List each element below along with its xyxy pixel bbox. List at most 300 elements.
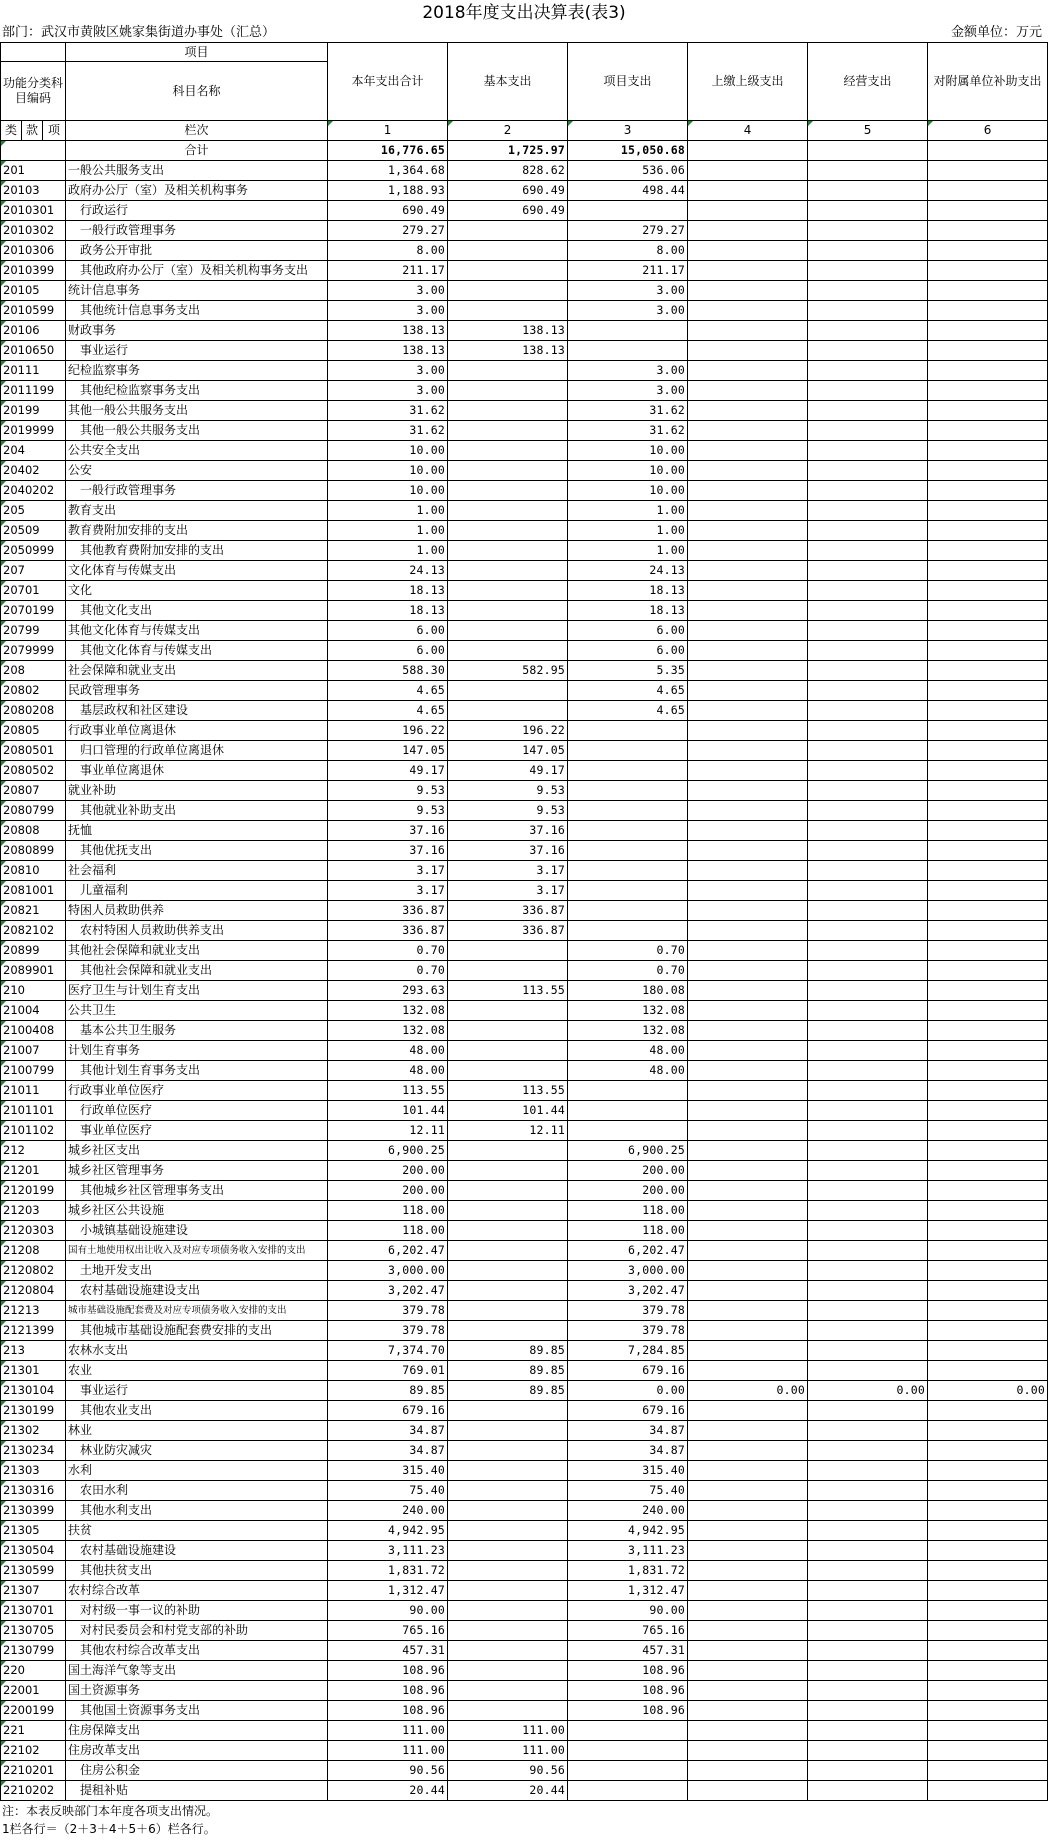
amount-cell-col-5: [808, 1281, 928, 1301]
amount-cell-col-2: [448, 461, 568, 481]
table-row: [1, 1041, 1048, 1061]
subject-name-cell: 基本公共卫生服务: [66, 1021, 328, 1041]
amount-cell-col-5: [808, 1081, 928, 1101]
amount-cell-col-5: [808, 561, 928, 581]
amount-cell-col-1: 196.22: [328, 721, 448, 741]
table-row: [1, 481, 1048, 501]
table-row: [1, 401, 1048, 421]
amount-cell-col-2: [448, 1581, 568, 1601]
subject-code-cell: 22001: [1, 1681, 66, 1701]
subject-name-cell: 事业单位离退休: [66, 761, 328, 781]
amount-cell-col-4: [688, 1281, 808, 1301]
amount-cell-col-5: [808, 261, 928, 281]
amount-cell-col-1: 90.00: [328, 1601, 448, 1621]
amount-cell-col-3: 1.00: [568, 501, 688, 521]
amount-cell-col-4: [688, 841, 808, 861]
amount-cell-col-3: [568, 741, 688, 761]
subject-code-cell: 2080899: [1, 841, 66, 861]
amount-cell-col-2: [448, 1021, 568, 1041]
subject-name-cell: 其他统计信息事务支出: [66, 301, 328, 321]
amount-cell-col-5: [808, 781, 928, 801]
amount-cell-col-5: [808, 361, 928, 381]
amount-cell-col-6: [928, 261, 1048, 281]
amount-cell-col-2: 113.55: [448, 981, 568, 1001]
report-title: 2018年度支出决算表(表3): [422, 3, 626, 23]
subject-code-cell: 2130701: [1, 1601, 66, 1621]
subject-name-cell: 一般公共服务支出: [66, 161, 328, 181]
subject-code-cell: 21208: [1, 1241, 66, 1261]
table-row: [1, 1141, 1048, 1161]
amount-cell-col-1: 9.53: [328, 801, 448, 821]
amount-cell-col-1: 48.00: [328, 1041, 448, 1061]
amount-cell-col-1: 4.65: [328, 701, 448, 721]
subject-code-cell: 21004: [1, 1001, 66, 1021]
table-row: [1, 1261, 1048, 1281]
amount-cell-col-4: [688, 1201, 808, 1221]
amount-cell-col-3: [568, 201, 688, 221]
amount-cell-col-1: 113.55: [328, 1081, 448, 1101]
amount-cell-col-4: [688, 421, 808, 441]
amount-cell-col-6: [928, 501, 1048, 521]
amount-cell-col-6: [928, 701, 1048, 721]
amount-cell-col-5: [808, 941, 928, 961]
amount-cell-col-1: 3.00: [328, 301, 448, 321]
amount-cell-col-4: [688, 1241, 808, 1261]
amount-cell-col-1: 37.16: [328, 841, 448, 861]
table-row: [1, 241, 1048, 261]
subject-name-cell: 文化: [66, 581, 328, 601]
amount-cell-col-2: [448, 361, 568, 381]
amount-cell-col-5: [808, 1461, 928, 1481]
amount-cell-col-5: [808, 1161, 928, 1181]
amount-cell-col-6: [928, 801, 1048, 821]
amount-cell-col-6: [928, 1781, 1048, 1801]
amount-cell-col-6: [928, 401, 1048, 421]
subject-name-cell: 行政事业单位医疗: [66, 1081, 328, 1101]
amount-cell-col-6: [928, 1481, 1048, 1501]
amount-cell-col-4: [688, 241, 808, 261]
table-row: [1, 1061, 1048, 1081]
subject-code-cell: 20111: [1, 361, 66, 381]
table-row: [1, 1721, 1048, 1741]
amount-cell-col-2: 37.16: [448, 841, 568, 861]
table-row: [1, 261, 1048, 281]
amount-cell-col-6: [928, 1181, 1048, 1201]
subject-name-cell: 对村民委员会和村党支部的补助: [66, 1621, 328, 1641]
table-row: [1, 1081, 1048, 1101]
amount-cell-col-6: [928, 1341, 1048, 1361]
table-row: [1, 1341, 1048, 1361]
amount-cell-col-2: [448, 1481, 568, 1501]
table-row: [1, 941, 1048, 961]
amount-cell-col-5: 0.00: [808, 1381, 928, 1401]
amount-cell-col-3: 118.00: [568, 1221, 688, 1241]
amount-cell-col-2: [448, 941, 568, 961]
amount-cell-col-4: [688, 201, 808, 221]
subject-code-cell: 20105: [1, 281, 66, 301]
subject-code-cell: 20810: [1, 861, 66, 881]
amount-cell-col-2: [448, 1561, 568, 1581]
amount-cell-col-5: [808, 841, 928, 861]
amount-cell-col-5: [808, 1001, 928, 1021]
total-row: [1, 141, 1048, 161]
subject-code-cell: 2130316: [1, 1481, 66, 1501]
table-row: [1, 1021, 1048, 1041]
subject-name-cell: 财政事务: [66, 321, 328, 341]
table-row: [1, 341, 1048, 361]
amount-cell-col-2: [448, 1161, 568, 1181]
amount-cell-col-6: [928, 1281, 1048, 1301]
amount-cell-col-2: [448, 581, 568, 601]
amount-cell-col-3: 5.35: [568, 661, 688, 681]
amount-cell-col-4: [688, 321, 808, 341]
subject-name-cell: 水利: [66, 1461, 328, 1481]
subject-name-cell: 土地开发支出: [66, 1261, 328, 1281]
amount-cell-col-5: [808, 641, 928, 661]
amount-cell-col-2: 828.62: [448, 161, 568, 181]
amount-cell-col-6: [928, 1501, 1048, 1521]
subject-name-cell: 其他社会保障和就业支出: [66, 941, 328, 961]
amount-cell-col-4: [688, 1021, 808, 1041]
amount-cell-col-5: [808, 501, 928, 521]
amount-cell-col-5: [808, 1601, 928, 1621]
amount-cell-col-5: [808, 161, 928, 181]
subject-code-cell: 2130504: [1, 1541, 66, 1561]
amount-cell-col-4: [688, 1661, 808, 1681]
amount-cell-col-5: [808, 1181, 928, 1201]
subject-name-cell: 农业: [66, 1361, 328, 1381]
amount-cell-col-3: 118.00: [568, 1201, 688, 1221]
subject-name-cell: 农村基础设施建设: [66, 1541, 328, 1561]
subject-name-cell: 其他社会保障和就业支出: [66, 961, 328, 981]
amount-cell-col-4: [688, 861, 808, 881]
total-col-6: [928, 141, 1048, 161]
subject-code-cell: 2130705: [1, 1621, 66, 1641]
amount-cell-col-6: [928, 1241, 1048, 1261]
amount-cell-col-2: [448, 1541, 568, 1561]
subject-name-cell: 其他国土资源事务支出: [66, 1701, 328, 1721]
amount-cell-col-6: [928, 741, 1048, 761]
amount-cell-col-4: [688, 381, 808, 401]
amount-cell-col-2: [448, 541, 568, 561]
amount-cell-col-3: 34.87: [568, 1441, 688, 1461]
total-col-4: [688, 141, 808, 161]
amount-cell-col-1: 1,312.47: [328, 1581, 448, 1601]
amount-cell-col-6: [928, 1561, 1048, 1581]
amount-cell-col-2: 196.22: [448, 721, 568, 741]
amount-cell-col-4: [688, 401, 808, 421]
subject-code-cell: 2080208: [1, 701, 66, 721]
amount-cell-col-3: [568, 721, 688, 741]
amount-cell-col-5: [808, 481, 928, 501]
amount-cell-col-5: [808, 1501, 928, 1521]
amount-cell-col-2: [448, 1261, 568, 1281]
amount-cell-col-3: 379.78: [568, 1301, 688, 1321]
subject-name-cell: 公共卫生: [66, 1001, 328, 1021]
amount-cell-col-6: [928, 681, 1048, 701]
amount-cell-col-3: [568, 841, 688, 861]
amount-cell-col-4: [688, 801, 808, 821]
amount-cell-col-3: 108.96: [568, 1661, 688, 1681]
amount-cell-col-6: [928, 1461, 1048, 1481]
amount-cell-col-4: [688, 1761, 808, 1781]
amount-cell-col-4: [688, 1181, 808, 1201]
amount-cell-col-5: [808, 1741, 928, 1761]
amount-cell-col-2: [448, 1301, 568, 1321]
table-row: [1, 1641, 1048, 1661]
amount-cell-col-3: [568, 781, 688, 801]
amount-cell-col-1: 293.63: [328, 981, 448, 1001]
subject-name-cell: 提租补贴: [66, 1781, 328, 1801]
table-row: [1, 181, 1048, 201]
amount-cell-col-1: 1,364.68: [328, 161, 448, 181]
subject-name-cell: 其他扶贫支出: [66, 1561, 328, 1581]
amount-cell-col-4: [688, 901, 808, 921]
amount-cell-col-2: 49.17: [448, 761, 568, 781]
table-row: [1, 1501, 1048, 1521]
table-row: [1, 461, 1048, 481]
amount-cell-col-1: 111.00: [328, 1721, 448, 1741]
table-row: [1, 1001, 1048, 1021]
subject-code-cell: 208: [1, 661, 66, 681]
amount-cell-col-4: [688, 441, 808, 461]
amount-cell-col-1: 3.00: [328, 281, 448, 301]
amount-cell-col-1: 690.49: [328, 201, 448, 221]
amount-cell-col-4: [688, 261, 808, 281]
amount-cell-col-1: 211.17: [328, 261, 448, 281]
amount-cell-col-6: [928, 821, 1048, 841]
table-row: [1, 1421, 1048, 1441]
amount-cell-col-5: [808, 1021, 928, 1041]
amount-cell-col-5: [808, 1301, 928, 1321]
amount-cell-col-6: [928, 641, 1048, 661]
table-row: [1, 1401, 1048, 1421]
subject-code-cell: 2010301: [1, 201, 66, 221]
table-row: [1, 1461, 1048, 1481]
amount-cell-col-1: 279.27: [328, 221, 448, 241]
amount-cell-col-4: [688, 1541, 808, 1561]
amount-cell-col-5: [808, 801, 928, 821]
amount-cell-col-3: 24.13: [568, 561, 688, 581]
amount-cell-col-1: 75.40: [328, 1481, 448, 1501]
amount-cell-col-5: [808, 1721, 928, 1741]
amount-cell-col-4: [688, 661, 808, 681]
amount-cell-col-3: 6.00: [568, 641, 688, 661]
subject-name-cell: 城乡社区公共设施: [66, 1201, 328, 1221]
subject-name-cell: 其他一般公共服务支出: [66, 421, 328, 441]
amount-cell-col-6: [928, 161, 1048, 181]
amount-cell-col-3: 6.00: [568, 621, 688, 641]
col-num-2: 2: [448, 121, 568, 141]
amount-cell-col-1: 108.96: [328, 1681, 448, 1701]
subject-name-cell: 其他文化体育与传媒支出: [66, 641, 328, 661]
amount-cell-col-4: [688, 741, 808, 761]
subject-code-cell: 20199: [1, 401, 66, 421]
amount-cell-col-1: 6.00: [328, 641, 448, 661]
subject-name-cell: 一般行政管理事务: [66, 221, 328, 241]
amount-cell-col-5: [808, 1401, 928, 1421]
table-row: [1, 381, 1048, 401]
subject-code-cell: 2100408: [1, 1021, 66, 1041]
subject-name-cell: 农村综合改革: [66, 1581, 328, 1601]
amount-cell-col-6: [928, 1581, 1048, 1601]
subject-code-cell: 213: [1, 1341, 66, 1361]
amount-cell-col-4: [688, 701, 808, 721]
amount-cell-col-6: [928, 341, 1048, 361]
amount-cell-col-3: 8.00: [568, 241, 688, 261]
subject-name-cell: 教育费附加安排的支出: [66, 521, 328, 541]
subject-code-cell: 2130199: [1, 1401, 66, 1421]
amount-cell-col-5: [808, 1121, 928, 1141]
table-row: [1, 201, 1048, 221]
amount-cell-col-1: 200.00: [328, 1181, 448, 1201]
amount-cell-col-5: [808, 1201, 928, 1221]
amount-cell-col-5: [808, 301, 928, 321]
subject-code-cell: 20805: [1, 721, 66, 741]
amount-cell-col-1: 6,202.47: [328, 1241, 448, 1261]
amount-cell-col-1: 7,374.70: [328, 1341, 448, 1361]
subject-name-cell: 农村特困人员救助供养支出: [66, 921, 328, 941]
amount-cell-col-1: 118.00: [328, 1201, 448, 1221]
amount-cell-col-4: [688, 541, 808, 561]
subject-code-cell: 2050999: [1, 541, 66, 561]
subject-code-cell: 2210201: [1, 1761, 66, 1781]
amount-cell-col-5: [808, 1581, 928, 1601]
subject-code-cell: 2100799: [1, 1061, 66, 1081]
amount-cell-col-1: 1.00: [328, 541, 448, 561]
table-row: [1, 1561, 1048, 1581]
amount-cell-col-2: [448, 1221, 568, 1241]
amount-cell-col-4: [688, 761, 808, 781]
amount-cell-col-6: [928, 841, 1048, 861]
subject-name-cell: 其他计划生育事务支出: [66, 1061, 328, 1081]
amount-cell-col-6: [928, 1441, 1048, 1461]
amount-cell-col-3: 7,284.85: [568, 1341, 688, 1361]
amount-cell-col-4: [688, 1581, 808, 1601]
subject-name-cell: 抚恤: [66, 821, 328, 841]
subject-code-cell: 2101102: [1, 1121, 66, 1141]
amount-cell-col-2: [448, 1421, 568, 1441]
amount-cell-col-2: [448, 1241, 568, 1261]
table-row: [1, 1121, 1048, 1141]
amount-cell-col-6: [928, 881, 1048, 901]
amount-cell-col-3: [568, 1781, 688, 1801]
amount-cell-col-4: [688, 521, 808, 541]
amount-cell-col-5: [808, 321, 928, 341]
amount-cell-col-2: [448, 1521, 568, 1541]
subject-name-header: 科目名称: [66, 62, 328, 121]
amount-cell-col-3: 1.00: [568, 541, 688, 561]
table-row: [1, 961, 1048, 981]
footnote-1: 注：本表反映部门本年度各项支出情况。: [2, 1804, 219, 1818]
amount-cell-col-6: [928, 321, 1048, 341]
amount-cell-col-2: 89.85: [448, 1381, 568, 1401]
amount-cell-col-4: [688, 961, 808, 981]
amount-cell-col-3: 6,900.25: [568, 1141, 688, 1161]
amount-cell-col-4: [688, 301, 808, 321]
amount-cell-col-6: [928, 601, 1048, 621]
subject-code-cell: 21203: [1, 1201, 66, 1221]
amount-cell-col-1: 315.40: [328, 1461, 448, 1481]
kuan-header: 款: [22, 121, 43, 141]
amount-cell-col-5: [808, 661, 928, 681]
subject-code-cell: 2010399: [1, 261, 66, 281]
col-num-1: 1: [328, 121, 448, 141]
amount-cell-col-4: [688, 1401, 808, 1421]
amount-cell-col-5: [808, 1481, 928, 1501]
amount-cell-col-3: 679.16: [568, 1401, 688, 1421]
amount-cell-col-1: 10.00: [328, 481, 448, 501]
amount-cell-col-3: 498.44: [568, 181, 688, 201]
amount-cell-col-5: [808, 961, 928, 981]
amount-cell-col-5: [808, 981, 928, 1001]
amount-cell-col-3: 3.00: [568, 301, 688, 321]
subject-code-cell: 20509: [1, 521, 66, 541]
subject-name-cell: 儿童福利: [66, 881, 328, 901]
amount-cell-col-6: [928, 1101, 1048, 1121]
amount-cell-col-4: [688, 1141, 808, 1161]
amount-cell-col-4: [688, 1701, 808, 1721]
subject-code-cell: 220: [1, 1661, 66, 1681]
amount-cell-col-4: [688, 1361, 808, 1381]
amount-cell-col-3: 1,831.72: [568, 1561, 688, 1581]
amount-cell-col-1: 10.00: [328, 461, 448, 481]
amount-cell-col-1: 49.17: [328, 761, 448, 781]
subject-code-cell: 2200199: [1, 1701, 66, 1721]
amount-cell-col-4: [688, 1081, 808, 1101]
col-num-6: 6: [928, 121, 1048, 141]
table-row: [1, 321, 1048, 341]
table-row: [1, 1221, 1048, 1241]
amount-cell-col-3: 10.00: [568, 481, 688, 501]
amount-cell-col-6: [928, 1661, 1048, 1681]
amount-cell-col-5: [808, 1361, 928, 1381]
amount-cell-col-5: [808, 1661, 928, 1681]
amount-cell-col-1: 336.87: [328, 921, 448, 941]
col-header-5: 经营支出: [808, 43, 928, 121]
amount-cell-col-2: [448, 1441, 568, 1461]
table-row: [1, 621, 1048, 641]
amount-cell-col-1: 588.30: [328, 661, 448, 681]
subject-name-cell: 统计信息事务: [66, 281, 328, 301]
amount-cell-col-1: 457.31: [328, 1641, 448, 1661]
amount-cell-col-6: [928, 221, 1048, 241]
amount-cell-col-3: [568, 761, 688, 781]
amount-cell-col-2: [448, 1281, 568, 1301]
amount-cell-col-4: [688, 1441, 808, 1461]
amount-cell-col-1: 1,188.93: [328, 181, 448, 201]
amount-cell-col-1: 31.62: [328, 401, 448, 421]
subject-code-cell: 20899: [1, 941, 66, 961]
header-row-item: [1, 43, 1048, 62]
table-row: [1, 1281, 1048, 1301]
amount-cell-col-5: [808, 1241, 928, 1261]
amount-cell-col-2: 3.17: [448, 861, 568, 881]
amount-cell-col-6: [928, 181, 1048, 201]
amount-cell-col-1: 31.62: [328, 421, 448, 441]
amount-cell-col-5: [808, 1141, 928, 1161]
amount-cell-col-2: 3.17: [448, 881, 568, 901]
amount-cell-col-2: 690.49: [448, 181, 568, 201]
table-row: [1, 921, 1048, 941]
amount-cell-col-5: [808, 1441, 928, 1461]
amount-cell-col-1: 0.70: [328, 941, 448, 961]
subject-code-cell: 2040202: [1, 481, 66, 501]
amount-cell-col-6: [928, 1601, 1048, 1621]
amount-cell-col-1: 240.00: [328, 1501, 448, 1521]
amount-cell-col-5: [808, 1781, 928, 1801]
subject-code-cell: 2080502: [1, 761, 66, 781]
